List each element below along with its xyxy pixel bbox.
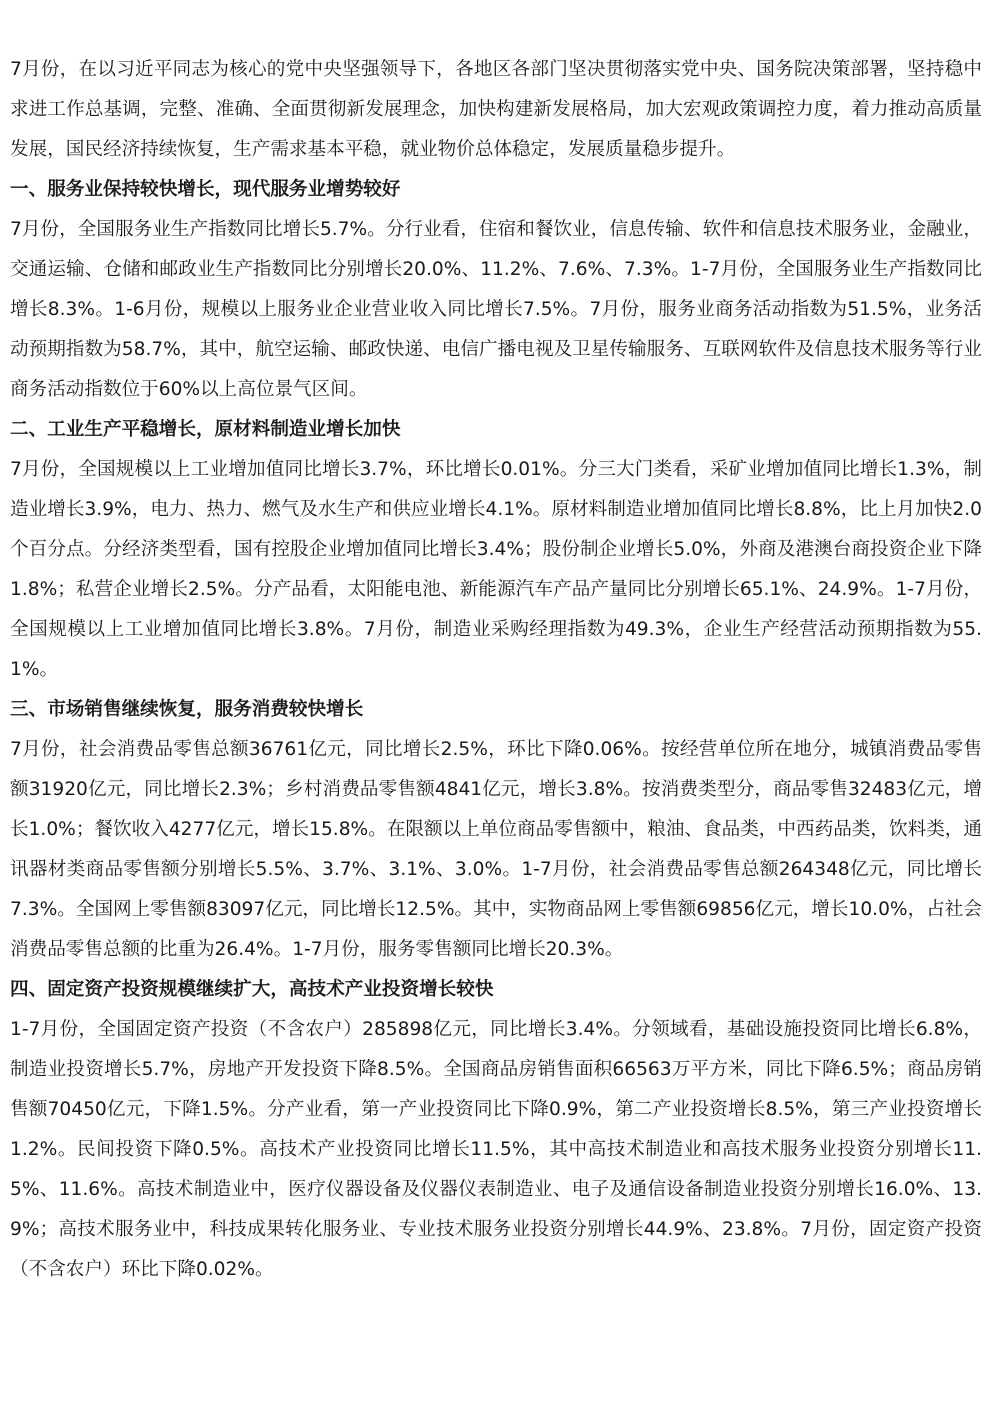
intro-paragraph: 7月份，在以习近平同志为核心的党中央坚强领导下，各地区各部门坚决贯彻落实党中央、国务院决策部署，坚持稳中求进工作总基调，完整、准确、全面贯彻新发展理念，加快构建新发展格局，加大宏观政策调控力度，着力推动高质量发展，国民经济持续恢复，生产需求基本平稳，就业物价总体稳定，发展质量稳步提升。	[10, 59, 982, 160]
section-4-heading: 四、固定资产投资规模继续扩大，高技术产业投资增长较快	[10, 979, 494, 1000]
section-3-body: 7月份，社会消费品零售总额36761亿元，同比增长2.5%，环比下降0.06%。按经营单位所在地分，城镇消费品零售额31920亿元，同比增长2.3%；乡村消费品零售额4841亿元，增长3.8%。按消费类型分，商品零售32483亿元，增长1.0%；餐饮收入4277亿元，增长15.8%。在限额以上单位商品零售额中，粮油、食品类，中西药品类，饮料类，通讯器材类商品零售额分别增长5.5%、3.7%、3.1%、3.0%。1-7月份，社会消费品零售总额264348亿元，同比增长7.3%。全国网上零售额83097亿元，同比增长12.5%。其中，实物商品网上零售额69856亿元，增长10.0%，占社会消费品零售总额的比重为26.4%。1-7月份，服务零售额同比增长20.3%。	[10, 739, 982, 960]
section-1-heading: 一、服务业保持较快增长，现代服务业增势较好	[10, 179, 401, 200]
section-2-body: 7月份，全国规模以上工业增加值同比增长3.7%，环比增长0.01%。分三大门类看，采矿业增加值同比增长1.3%，制造业增长3.9%，电力、热力、燃气及水生产和供应业增长4.1%。原材料制造业增加值同比增长8.8%，比上月加快2.0个百分点。分经济类型看，国有控股企业增加值同比增长3.4%；股份制企业增长5.0%，外商及港澳台商投资企业下降1.8%；私营企业增长2.5%。分产品看，太阳能电池、新能源汽车产品产量同比分别增长65.1%、24.9%。1-7月份，全国规模以上工业增加值同比增长3.8%。7月份，制造业采购经理指数为49.3%，企业生产经营活动预期指数为55.1%。	[10, 459, 982, 680]
section-3-heading: 三、市场销售继续恢复，服务消费较快增长	[10, 699, 364, 720]
section-4-body: 1-7月份，全国固定资产投资（不含农户）285898亿元，同比增长3.4%。分领域看，基础设施投资同比增长6.8%，制造业投资增长5.7%，房地产开发投资下降8.5%。全国商品房销售面积66563万平方米，同比下降6.5%；商品房销售额70450亿元，下降1.5%。分产业看，第一产业投资同比下降0.9%，第二产业投资增长8.5%，第三产业投资增长1.2%。民间投资下降0.5%。高技术产业投资同比增长11.5%，其中高技术制造业和高技术服务业投资分别增长11.5%、11.6%。高技术制造业中，医疗仪器设备及仪器仪表制造业、电子及通信设备制造业投资分别增长16.0%、13.9%；高技术服务业中，科技成果转化服务业、专业技术服务业投资分别增长44.9%、23.8%。7月份，固定资产投资（不含农户）环比下降0.02%。	[10, 1019, 982, 1280]
section-2-heading: 二、工业生产平稳增长，原材料制造业增长加快	[10, 419, 401, 440]
section-1-body: 7月份，全国服务业生产指数同比增长5.7%。分行业看，住宿和餐饮业，信息传输、软件和信息技术服务业，金融业，交通运输、仓储和邮政业生产指数同比分别增长20.0%、11.2%、7.6%、7.3%。1-7月份，全国服务业生产指数同比增长8.3%。1-6月份，规模以上服务业企业营业收入同比增长7.5%。7月份，服务业商务活动指数为51.5%，业务活动预期指数为58.7%，其中，航空运输、邮政快递、电信广播电视及卫星传输服务、互联网软件及信息技术服务等行业商务活动指数位于60%以上高位景气区间。	[10, 219, 982, 400]
